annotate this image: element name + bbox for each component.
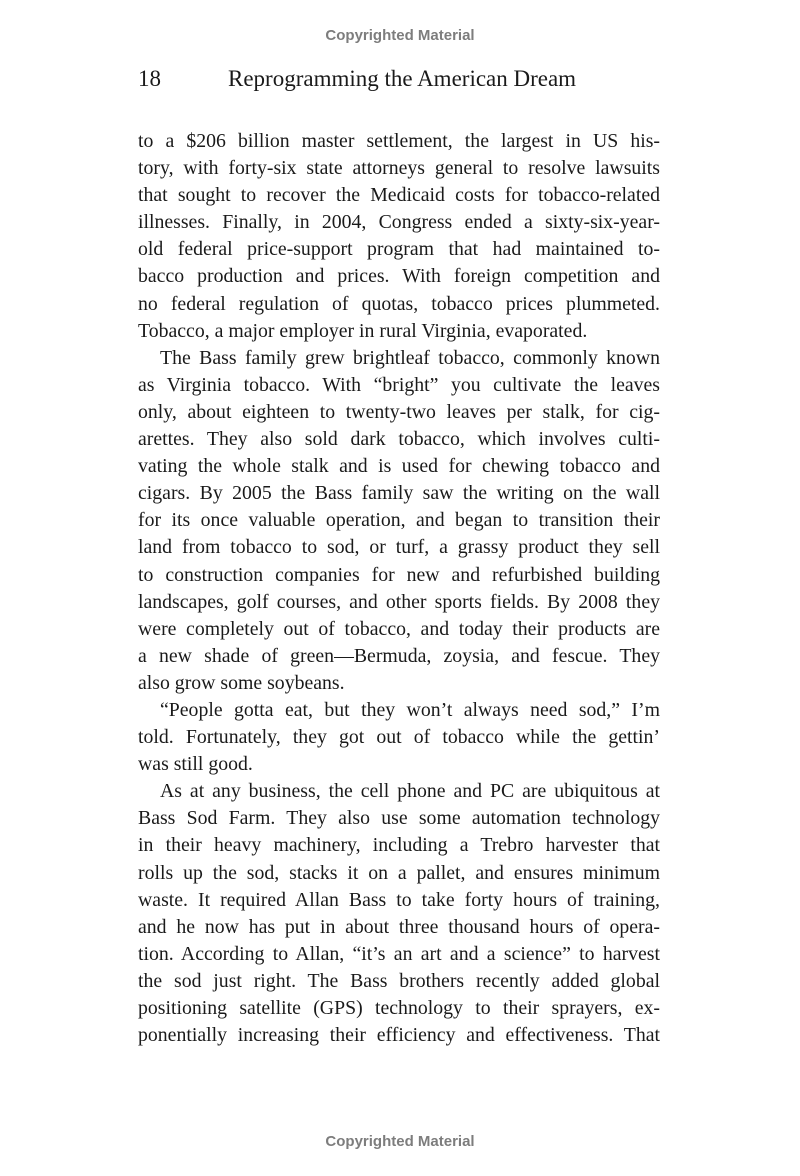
paragraph-first-line: The Bass family grew brightleaf tobacco, commonly known bbox=[160, 346, 660, 369]
text-line: Tobacco, a major employer in rural Virginia, evaporated. bbox=[138, 319, 588, 342]
text-line: rolls up the sod, stacks it on a pallet, and ensures minimum bbox=[138, 861, 660, 884]
paragraph-first-line: As at any business, the cell phone and PC are ubiquitous at bbox=[160, 780, 660, 803]
text-line: as Virginia tobacco. With “bright” you cultivate the leaves bbox=[138, 373, 660, 396]
page-number: 18 bbox=[138, 66, 161, 91]
text-line: no federal regulation of quotas, tobacco prices plummeted. bbox=[138, 292, 660, 315]
text-line: tory, with forty-six state attorneys general to resolve lawsuits bbox=[138, 157, 660, 180]
text-line: that sought to recover the Medicaid costs for tobacco-related bbox=[138, 184, 660, 207]
text-line: was still good. bbox=[138, 753, 253, 776]
text-line: illnesses. Finally, in 2004, Congress ended a sixty-six-year- bbox=[138, 211, 660, 234]
text-line: a new shade of green—Bermuda, zoysia, and fescue. They bbox=[138, 644, 660, 667]
text-line: for its once valuable operation, and began to transition their bbox=[138, 509, 660, 532]
text-line: to a $206 billion master settlement, the largest in US his- bbox=[138, 130, 660, 152]
text-line: Bass Sod Farm. They also use some automation technology bbox=[138, 807, 660, 830]
text-line: old federal price-support program that had maintained to- bbox=[138, 238, 660, 261]
text-line: the sod just right. The Bass brothers recently added global bbox=[138, 969, 660, 992]
running-title: Reprogramming the American Dream bbox=[228, 66, 577, 91]
text-line: and he now has put in about three thousand hours of opera- bbox=[138, 915, 660, 938]
text-line: bacco production and prices. With foreign competition and bbox=[138, 265, 660, 288]
text-line: cigars. By 2005 the Bass family saw the writing on the wall bbox=[138, 482, 660, 505]
text-line: were completely out of tobacco, and today their products are bbox=[138, 617, 660, 640]
text-line: to construction companies for new and refurbished building bbox=[138, 563, 660, 586]
text-line: vating the whole stalk and is used for chewing tobacco and bbox=[138, 455, 660, 478]
copyright-watermark-top: Copyrighted Material bbox=[325, 27, 475, 44]
text-line: positioning satellite (GPS) technology to their sprayers, ex- bbox=[138, 997, 660, 1019]
text-line: landscapes, golf courses, and other sports fields. By 2008 they bbox=[138, 590, 660, 613]
text-line: tion. According to Allan, “it’s an art and a science” to harvest bbox=[138, 942, 660, 965]
text-line: land from tobacco to sod, or turf, a grassy product they sell bbox=[138, 536, 660, 559]
text-line: waste. It required Allan Bass to take forty hours of training, bbox=[138, 888, 660, 911]
running-head bbox=[138, 66, 660, 96]
copyright-watermark-bottom: Copyrighted Material bbox=[325, 1133, 475, 1150]
text-line: told. Fortunately, they got out of tobacco while the gettin’ bbox=[138, 726, 660, 749]
body-text bbox=[138, 128, 660, 1049]
text-line: ponentially increasing their efficiency and effectiveness. That bbox=[138, 1024, 660, 1047]
paragraph-first-line: “People gotta eat, but they won’t always need sod,” I’m bbox=[160, 698, 660, 721]
text-line: also grow some soybeans. bbox=[138, 671, 345, 694]
text-line: in their heavy machinery, including a Trebro harvester that bbox=[138, 834, 660, 857]
text-line: only, about eighteen to twenty-two leaves per stalk, for cig- bbox=[138, 400, 660, 423]
text-line: arettes. They also sold dark tobacco, which involves culti- bbox=[138, 428, 660, 451]
